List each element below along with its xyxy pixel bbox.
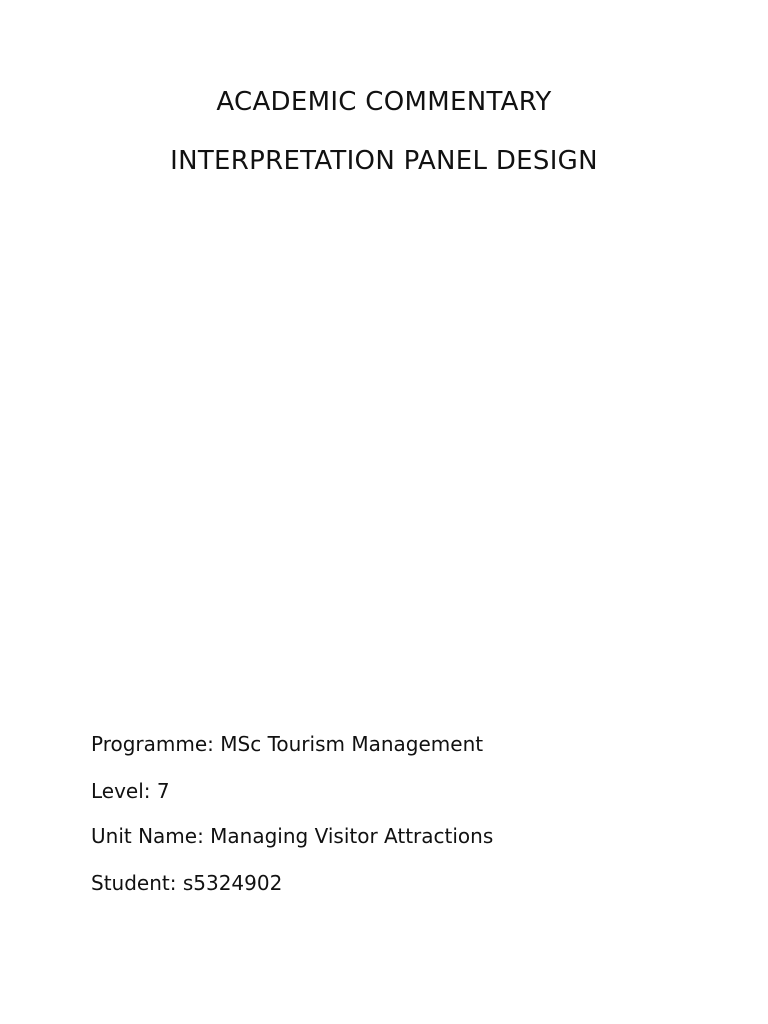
programme-line: Programme: MSc Tourism Management: [91, 732, 484, 756]
document-title: ACADEMIC COMMENTARY: [216, 87, 552, 117]
level-line: Level: 7: [91, 779, 170, 803]
student-line: Student: s5324902: [91, 871, 283, 895]
document-subtitle: INTERPRETATION PANEL DESIGN: [170, 146, 598, 176]
unit-name-line: Unit Name: Managing Visitor Attractions: [91, 824, 494, 848]
